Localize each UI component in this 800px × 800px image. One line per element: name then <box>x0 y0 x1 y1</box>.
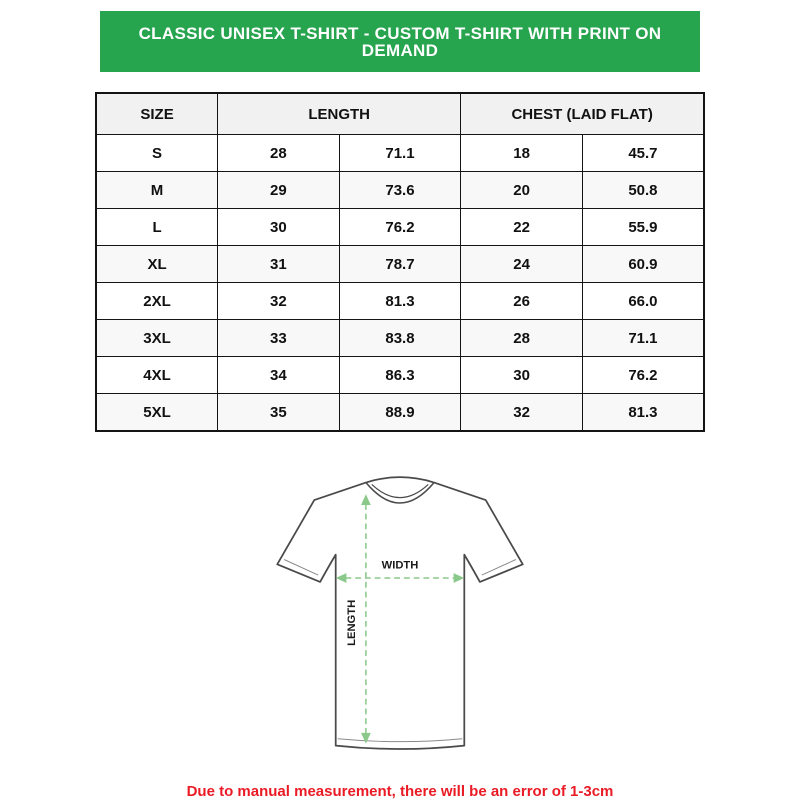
chest-cm-cell: 60.9 <box>582 246 704 283</box>
length-cm-cell: 81.3 <box>339 283 461 320</box>
chest-in-cell: 22 <box>461 209 583 246</box>
chest-in-cell: 18 <box>461 135 583 172</box>
length-in-cell: 29 <box>218 172 340 209</box>
chest-in-cell: 20 <box>461 172 583 209</box>
measurement-error-note: Due to manual measurement, there will be an error of 1-3cm <box>186 783 614 800</box>
col-header-chest: CHEST (LAID FLAT) <box>461 93 704 135</box>
chest-cm-cell: 71.1 <box>582 320 704 357</box>
table-row <box>96 320 704 357</box>
table-row <box>96 394 704 432</box>
chest-cm-cell: 66.0 <box>582 283 704 320</box>
chest-in-cell: 26 <box>461 283 583 320</box>
tshirt-outline <box>277 477 522 749</box>
table-row <box>96 246 704 283</box>
table-row <box>96 283 704 320</box>
banner-title: CLASSIC UNISEX T-SHIRT - CUSTOM T-SHIRT WITH PRINT ON DEMAND <box>138 24 662 60</box>
chest-in-cell: 24 <box>461 246 583 283</box>
size-cell: 4XL <box>96 357 218 394</box>
size-cell: 3XL <box>96 320 218 357</box>
size-cell: XL <box>96 246 218 283</box>
chest-cm-cell: 55.9 <box>582 209 704 246</box>
size-cell: S <box>96 135 218 172</box>
header-banner <box>100 11 700 72</box>
chest-in-cell: 32 <box>461 394 583 432</box>
table-row <box>96 209 704 246</box>
length-cm-cell: 83.8 <box>339 320 461 357</box>
length-cm-cell: 86.3 <box>339 357 461 394</box>
chest-cm-cell: 81.3 <box>582 394 704 432</box>
length-in-cell: 28 <box>218 135 340 172</box>
length-cm-cell: 88.9 <box>339 394 461 432</box>
tshirt-measurement-diagram <box>260 465 540 767</box>
table-row <box>96 172 704 209</box>
width-label: WIDTH <box>381 559 419 572</box>
size-cell: L <box>96 209 218 246</box>
length-cm-cell: 73.6 <box>339 172 461 209</box>
col-header-length: LENGTH <box>218 93 461 135</box>
length-in-cell: 30 <box>218 209 340 246</box>
size-chart-table <box>95 92 705 432</box>
chest-in-cell: 28 <box>461 320 583 357</box>
length-cm-cell: 76.2 <box>339 209 461 246</box>
length-cm-cell: 71.1 <box>339 135 461 172</box>
table-header-row <box>96 93 704 135</box>
chest-in-cell: 30 <box>461 357 583 394</box>
chest-cm-cell: 45.7 <box>582 135 704 172</box>
col-header-size: SIZE <box>96 93 218 135</box>
table-row <box>96 357 704 394</box>
length-in-cell: 32 <box>218 283 340 320</box>
tshirt-diagram-svg <box>260 465 540 767</box>
length-in-cell: 34 <box>218 357 340 394</box>
chest-cm-cell: 76.2 <box>582 357 704 394</box>
length-label: LENGTH <box>346 599 359 646</box>
length-cm-cell: 78.7 <box>339 246 461 283</box>
chest-cm-cell: 50.8 <box>582 172 704 209</box>
length-in-cell: 33 <box>218 320 340 357</box>
length-in-cell: 31 <box>218 246 340 283</box>
size-cell: 5XL <box>96 394 218 432</box>
length-in-cell: 35 <box>218 394 340 432</box>
table-row <box>96 135 704 172</box>
size-cell: M <box>96 172 218 209</box>
size-cell: 2XL <box>96 283 218 320</box>
